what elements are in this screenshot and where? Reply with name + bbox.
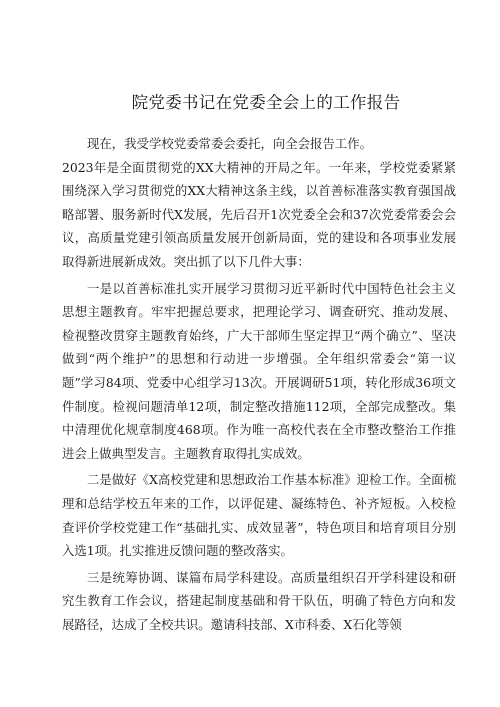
page-title: 院党委书记在党委全会上的工作报告 xyxy=(131,93,401,112)
paragraph-overview: 2023年是全面贯彻党的XX大精神的开局之年。一年来，学校党委紧紧围绕深入学习贯彻党的XX大精神这条主线，以首善标准落实教育强国战略部署、服务新时代X发展，先后召开1次党委全会和37次党委常委会会议，高质量党建引领高质量发展开创新局面，党的建设和各项事业发展取得新进展新成效。突出抓了以下几件大事： xyxy=(62,159,456,269)
paragraph-item-two: 二是做好《X高校党建和思想政治工作基本标准》迎检工作。全面梳理和总结学校五年来的工作，以评促建、凝练特色、补齐短板。入校检查评价学校党建工作“基础扎实、成效显著”，特色项目和培育项目分别入选1项。扎实推进反馈问题的整改落实。 xyxy=(62,472,456,559)
paragraph-intro: 现在，我受学校党委常委会委托，向全会报告工作。 xyxy=(87,136,372,151)
paragraph-item-three: 三是统筹协调、谋篇布局学科建设。高质量组织召开学科建设和研究生教育工作会议，搭建起制度基础和骨干队伍，明确了特色方向和发展路径，达成了全校共识。邀请科技部、X市科委、X石化等领 xyxy=(62,569,456,632)
paragraph-item-one: 一是以首善标准扎实开展学习贯彻习近平新时代中国特色社会主义思想主题教育。牢牢把握总要求，把理论学习、调查研究、推动发展、检视整改贯穿主题教育始终，广大干部师生坚定捍卫“两个确立”、坚决做到“两个维护”的思想和行动进一步增强。全年组织常委会“第一议题”学习84项、党委中心组学习13次。开展调研51项，转化形成36项文件制度。检视问题清单12项，制定整改措施112项，全部完成整改。集中清理优化规章制度468项。作为唯一高校代表在全市整改整治工作推进会上做典型发言。主题教育取得扎实成效。 xyxy=(62,280,456,461)
